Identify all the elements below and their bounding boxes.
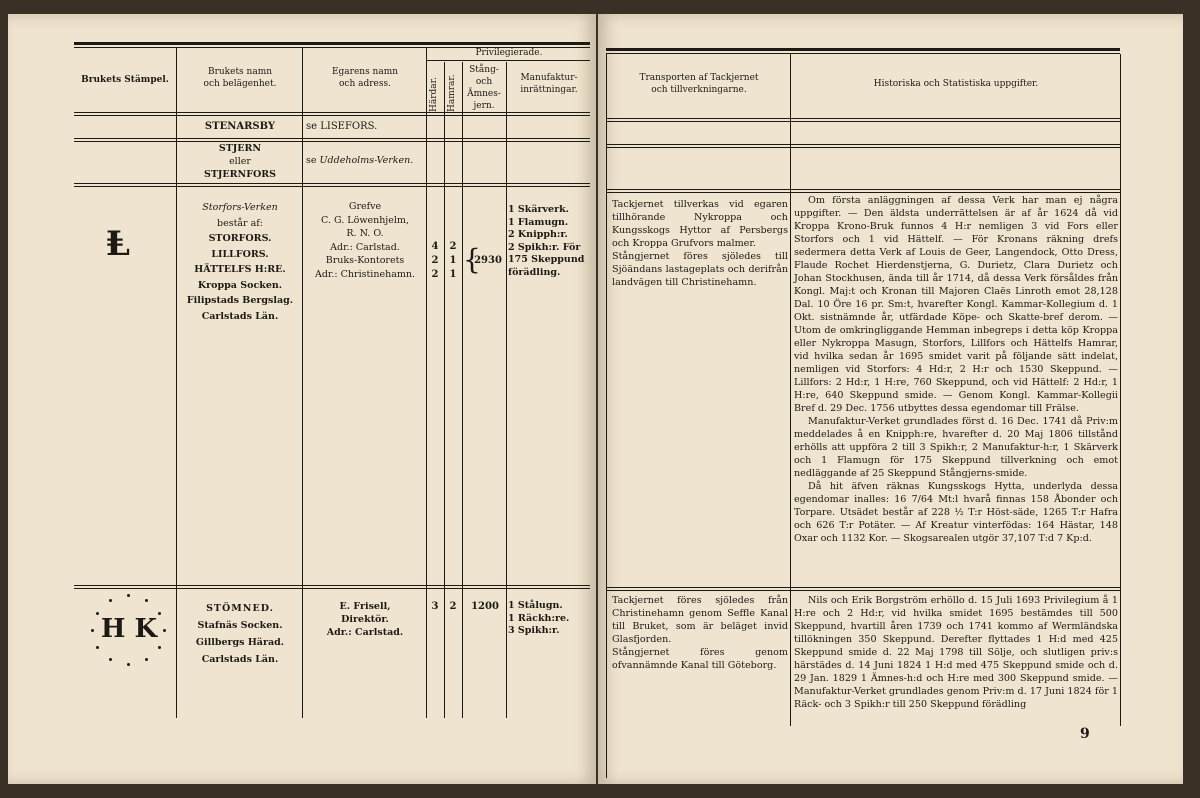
name-header-line-2: och belägenhet. [203, 79, 277, 89]
col-rule-5 [462, 62, 463, 718]
storfors-owner-4: Bruks-Kontorets [325, 255, 405, 266]
jern-header-line-3: Ämnes- [467, 89, 501, 99]
stomned-manuf [508, 600, 592, 638]
row-rule-1a [74, 138, 590, 139]
col-rule-1 [176, 48, 177, 718]
stenarsby-owner: se LISEFORS. [306, 121, 378, 132]
stamp-header: Brukets Stämpel. [81, 75, 169, 85]
row-rule-3a [74, 585, 590, 586]
stjern-owner-prefix: se [306, 155, 320, 166]
right-top-rule-thin [606, 53, 1120, 54]
right-col-left [606, 54, 607, 778]
storfors-owner-1: C. G. Löwenhjelm, [321, 214, 409, 226]
stomned-transport-p2: Stångjernet föres genom ofvannämnde Kanal till Göteborg. [612, 647, 788, 671]
storfors-transport [612, 198, 788, 289]
right-col-middle [790, 54, 791, 726]
row-rule-3b [74, 588, 590, 589]
stomned-name-0: STÖMNED. [206, 603, 274, 614]
right-row-rule-3a [606, 587, 1120, 588]
stomned-name-3: Carlstads Län. [201, 654, 279, 665]
transport-header [608, 72, 790, 96]
stomned-name [178, 600, 302, 668]
storfors-manuf-1: 1 Flamugn. [508, 216, 569, 228]
manuf-header [508, 72, 590, 96]
top-rule [74, 42, 590, 45]
storfors-manuf-4: 175 Skeppund [508, 254, 585, 265]
storfors-name-7: Carlstads Län. [201, 310, 279, 322]
stomned-history [794, 594, 1118, 711]
owner-header-line-1: Egarens namn [331, 67, 399, 77]
stjern-name-3: STJERNFORS [203, 169, 277, 180]
storfors-history-p2: Manufaktur-Verket grundlades först d. 16 Dec. 1741 då Priv:m meddelades å en Knipph:re, hvarefter d. 20 Maj 1806 tillstånd erhölls att uppföra 2 till 3 Spikh:r, 2 Manufaktur-h:r, 1 Skärverk och 1 Flamugn för 175 Skeppund tillverkning och emot nedläggande af 25 Skeppund Stångjerns-smide. [794, 416, 1118, 479]
storfors-jern: 2930 [474, 255, 502, 266]
storfors-name-0: Storfors-Verken [202, 202, 278, 213]
stomned-name-2: Gillbergs Härad. [195, 637, 285, 648]
transport-header-line-2: och tillverkningarne. [651, 85, 747, 95]
stomned-hamrar: 2 [449, 601, 457, 612]
row-rule-2b [74, 186, 590, 187]
storfors-hamrar-0: 2 [449, 241, 457, 252]
storfors-history [794, 194, 1118, 545]
right-row-rule-1b [606, 147, 1120, 148]
stomned-owner-1: Direktör. [341, 614, 389, 625]
storfors-manuf-0: 1 Skärverk. [508, 204, 569, 215]
header-rule-b [74, 115, 590, 116]
storfors-name-1: består af: [216, 217, 263, 229]
stomned-transport-p1: Tackjernet föres sjöledes från Christinehamn genom Seffle Kanal till Bruket, som är beläget invid Glasfjorden. [612, 595, 788, 645]
stjern-name-1: STJERN [218, 143, 262, 154]
stomned-manuf-1: 1 Räckh:re. [508, 612, 570, 624]
stjern-name [178, 142, 302, 181]
storfors-history-p3: Då hit äfven räknas Kungsskogs Hytta, underlyda dessa egendomar inalles: 16 7/64 Mt:l hvarå finnas 158 Åbonder och Torpare. Utsädet består af 228 ½ T:r Höst-säde, 1265 T:r Hafra och 626 T:r Potäter. — Af Kreatur vinterfödas: 164 Hästar, 148 Oxar och 1132 Kor. — Skogsarealen utgör 37,107 T:d 7 Kp:d. [794, 481, 1118, 544]
page-number: 9 [1080, 726, 1090, 742]
stomned-hardar: 3 [431, 601, 439, 612]
owner-header-line-2: och adress. [339, 79, 391, 89]
stomned-jern: 1200 [471, 601, 499, 612]
stomned-stamp-seal [88, 592, 170, 668]
storfors-hamrar-1: 1 [449, 255, 457, 266]
right-top-rule [606, 48, 1120, 51]
right-col-right [1120, 54, 1121, 726]
right-row-rule-2b [606, 192, 1120, 193]
storfors-hardar-1: 2 [431, 255, 439, 266]
hamrar-header: Hamrar. [447, 74, 457, 112]
storfors-owner [304, 200, 426, 281]
jern-header-line-2: och [475, 77, 493, 87]
storfors-hamrar-2: 1 [449, 269, 457, 280]
name-header [178, 66, 302, 90]
right-header-rule-a [606, 118, 1120, 119]
name-header-line-1: Brukets namn [207, 67, 273, 77]
stjern-name-2: eller [229, 156, 251, 167]
storfors-transport-p1: Tackjernet tillverkas vid egaren tillhörande Nykroppa och Kungsskogs Hyttor af Persbergs och Kroppa Grufvors malmer. [612, 199, 788, 249]
storfors-manuf-5: förädling. [508, 266, 561, 278]
jern-header-line-4: jern. [473, 101, 495, 111]
right-header-rule-b [606, 121, 1120, 122]
privilege-rule [426, 60, 590, 61]
owner-header [304, 66, 426, 90]
storfors-hardar-0: 4 [431, 241, 439, 252]
storfors-name-2: STORFORS. [208, 233, 272, 244]
storfors-owner-0: Grefve [348, 201, 382, 212]
stenarsby-name: STENARSBY [204, 121, 276, 132]
storfors-manuf-3: 2 Spikh:r. För [508, 241, 581, 253]
right-page [598, 14, 1183, 784]
storfors-stamp-icon: Ⱡ [106, 224, 130, 264]
manuf-header-line-1: Manufaktur- [520, 73, 578, 83]
left-page [8, 14, 596, 784]
right-row-rule-3b [606, 590, 1120, 591]
stomned-name-1: Stafnäs Socken. [197, 620, 283, 631]
jern-header-line-1: Stång- [469, 65, 499, 75]
col-rule-2 [302, 48, 303, 718]
privilege-header: Privilegierade. [475, 48, 543, 58]
storfors-owner-2: R. N. O. [346, 228, 384, 239]
stomned-transport [612, 594, 788, 672]
storfors-hardar-2: 2 [431, 269, 439, 280]
stomned-owner-0: E. Frisell, [339, 601, 391, 612]
storfors-history-p1: Om första anläggningen af dessa Verk har man ej några uppgifter. — Den äldsta underrättelsen är af år 1624 då vid Kroppa Krono-Bruk funnos 4 H:r nemligen 3 vid Fors eller Storfors och 1 vid Hättelf. — För Kronans räkning drefs sedermera detta Verk af Louis de Geer, Langendock, Otto Dress, Flaude Rochet Hierdenstjerna, G. Durietz, Clara Durietz och Johan Stockhusen, ända till år 1714, då dessa Verk försåldes från Kongl. Maj:t och Kronan till Majoren Claës Linroth emot 28,128 Dal. 10 Öre 16 pr. Sm:t, hvarefter Kongl. Kammar-Kollegium d. 1 Okt. sistnämnde år, utfärdade Köpe- och Skatte-bref derom. — Utom de omkringliggande Hemman inbegreps i detta köp Kroppa eller Nykroppa Masugn, Storfors, Lillfors och Hättelfs Hamrar, vid hvilka sedan år 1695 smidet varit på följande sätt indelat, nemligen vid Storfors: 4 Hd:r, 2 H:r och 1530 Skeppund. — Lillfors: 2 Hd:r, 1 H:re, 760 Skeppund, och vid Hättelf: 2 Hd:r, 1 H:re, 640 Skeppund smide. — Genom Kongl. Kammar-Kollegii Bref d. 29 Dec. 1756 utbyttes dessa egendomar till Frälse. [794, 195, 1118, 414]
storfors-owner-5: Adr.: Christinehamn. [314, 268, 416, 280]
hardar-header: Härdar. [429, 77, 439, 112]
storfors-name [178, 200, 302, 324]
col-rule-3 [426, 48, 427, 718]
storfors-name-5: Kroppa Socken. [197, 279, 283, 291]
stomned-history-p1: Nils och Erik Borgström erhöllo d. 15 Juli 1693 Privilegium å 1 H:re och 2 Hd:r, vid hvilka smidet 1695 bestämdes till 500 Skeppund, hvartill åren 1739 och 1741 kommo af Wermländska tillökningen 350 Skeppund. Derefter flyttades 1 H:d med 425 Skeppund smide d. 22 Maj 1798 till Sölje, och slutligen priv:s härstädes d. 14 Juni 1824 1 H:d med 475 Skeppund smide och d. 29 Jan. 1829 1 Ämnes-h:d och H:re med 300 Skeppund smide. — Manufaktur-Verket grundlades genom Priv:m d. 17 Juni 1824 för 1 Räck- och 3 Spikh:r till 250 Skeppund förädling [794, 595, 1118, 710]
storfors-name-3: LILLFORS. [211, 248, 269, 260]
history-header: Historiska och Statistiska uppgifter. [873, 79, 1039, 89]
stjern-owner-link: Uddeholms-Verken. [319, 155, 414, 166]
transport-header-line-1: Transporten af Tackjernet [639, 73, 759, 83]
storfors-name-6: Filipstads Bergslag. [186, 295, 294, 306]
stjern-owner [306, 154, 426, 168]
storfors-brace-icon: { [463, 243, 481, 276]
stomned-manuf-0: 1 Stålugn. [508, 600, 563, 611]
stomned-owner [304, 600, 426, 639]
storfors-hamrar [444, 240, 462, 282]
stomned-owner-2: Adr.: Carlstad. [326, 627, 404, 638]
storfors-transport-p2: Stångjernet föres sjöledes till Sjöändans lastageplats och derifrån landvägen till Christinehamn. [612, 251, 788, 288]
col-rule-6 [506, 62, 507, 718]
col-rule-4 [444, 62, 445, 718]
manuf-header-line-2: inrättningar. [520, 85, 578, 95]
row-rule-1b [74, 141, 590, 142]
storfors-name-4: HÄTTELFS H:RE. [194, 264, 286, 275]
header-rule-a [74, 112, 590, 113]
right-row-rule-1a [606, 144, 1120, 145]
stomned-manuf-2: 3 Spikh:r. [508, 625, 560, 636]
stomned-stamp-icon: H K [100, 614, 158, 644]
right-row-rule-2a [606, 189, 1120, 190]
storfors-manuf-2: 2 Knipph:r. [508, 229, 568, 240]
storfors-owner-3: Adr.: Carlstad. [330, 241, 400, 253]
jern-header [462, 64, 506, 112]
storfors-hardar [426, 240, 444, 282]
storfors-manuf [508, 204, 592, 279]
row-rule-2a [74, 183, 590, 184]
